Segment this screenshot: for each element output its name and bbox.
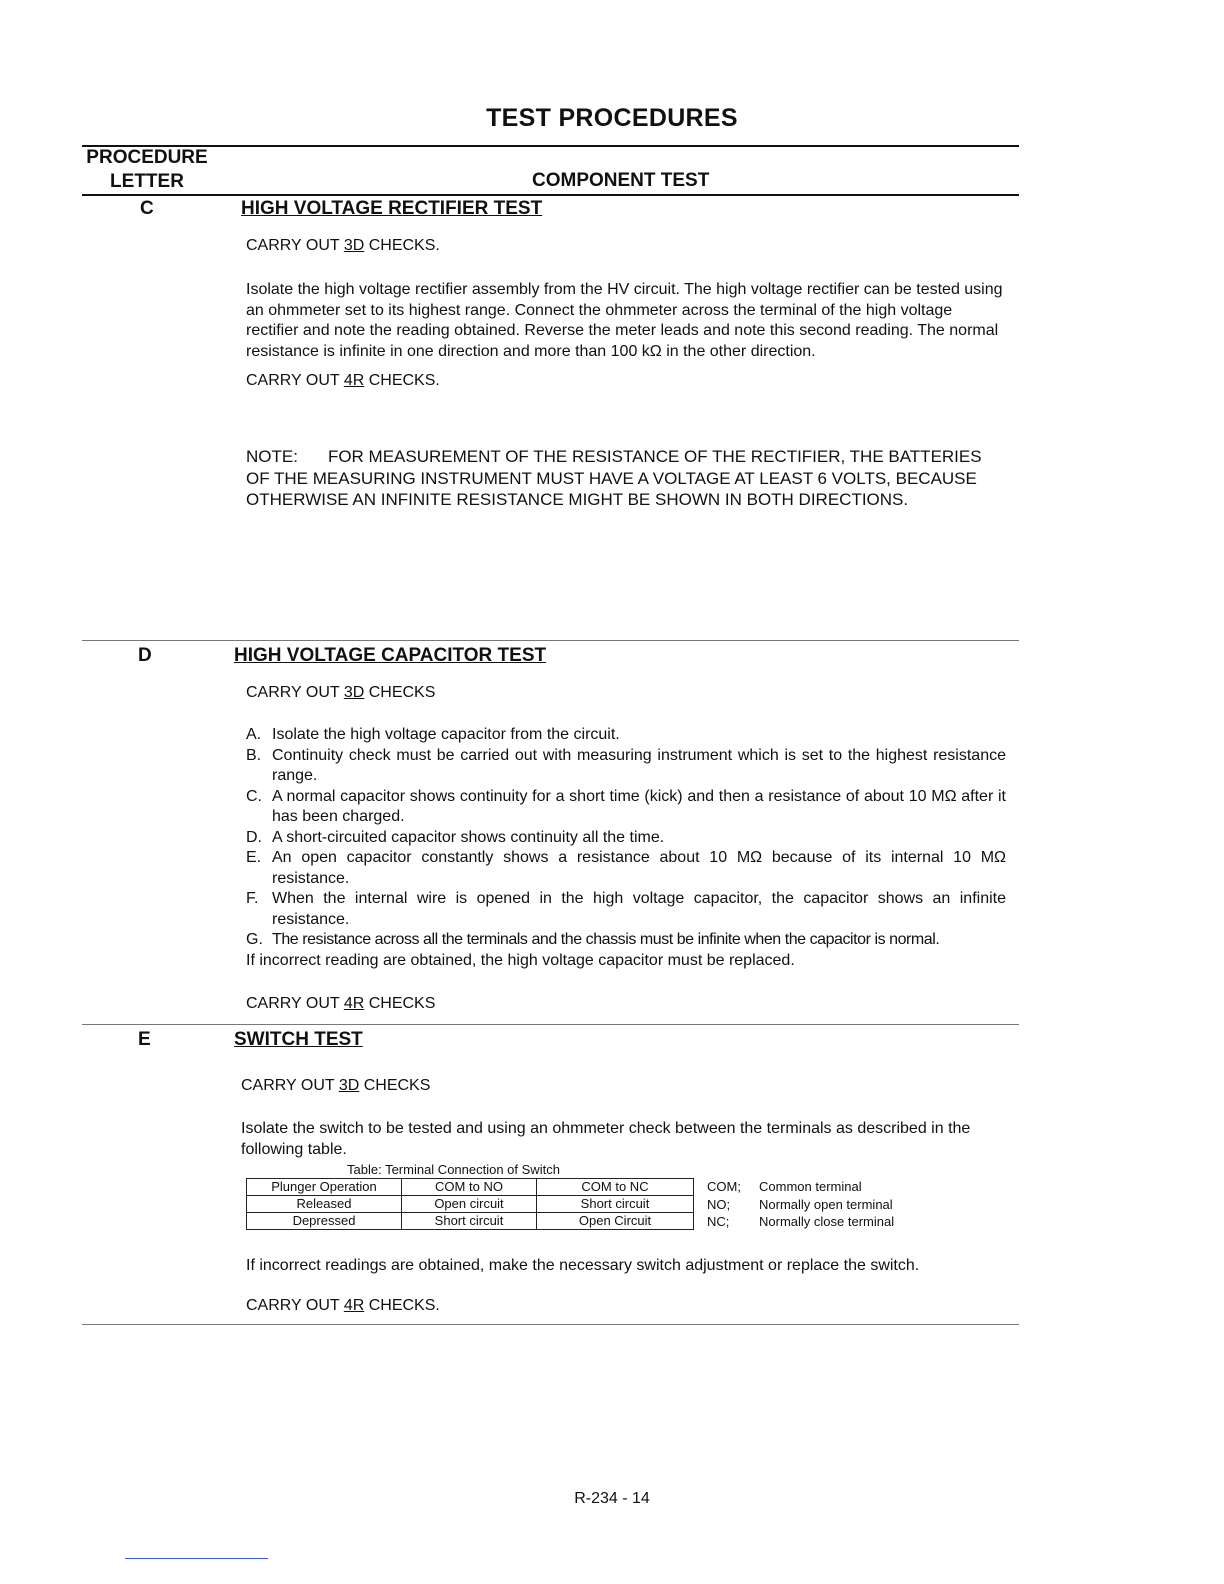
page-title: TEST PROCEDURES [486,104,738,132]
table-cell: Open circuit [402,1196,537,1213]
procedure-header-line1: PROCEDURE [86,147,208,168]
section-c-paragraph: Isolate the high voltage rectifier assembly from the HV circuit. The high voltage rectifier can be tested using an ohmmeter set to its highest range. Connect the ohmmeter across the terminal of the high voltage rectifier and note the reading obtained. Reverse the meter leads and note this second reading. The normal resistance is infinite in one direction and more than 100 kΩ in the other direction. [246,281,1003,360]
list-item: G. The resistance across all the terminals and the chassis must be infinite when the capacitor is normal. [246,931,940,948]
list-item: F. When the internal wire is opened in the high voltage capacitor, the capacitor shows an infinite resistance. [246,890,1006,928]
section-e-carry-out-3d: CARRY OUT 3D CHECKS [241,1077,431,1094]
component-test-header: COMPONENT TEST [532,170,710,191]
table-row [247,1213,694,1230]
list-item: B. Continuity check must be carried out with measuring instrument which is set to the highest resistance range. [246,746,1006,784]
section-e-paragraph: Isolate the switch to be tested and using an ohmmeter check between the terminals as described in the following table. [241,1120,971,1158]
legend-row: COM; Common terminal [707,1179,862,1194]
section-e-letter: E [138,1029,151,1050]
check-4r-ref: 4R [343,372,365,389]
switch-table-caption: Table: Terminal Connection of Switch [347,1162,560,1177]
header-top-rule [82,145,1019,147]
procedure-header-line2: LETTER [110,171,184,192]
header-bottom-rule [82,194,1019,196]
legend-row: NO; Normally open terminal [707,1196,893,1212]
table-cell: Open Circuit [537,1213,694,1230]
list-item: D. A short-circuited capacitor shows continuity all the time. [246,828,665,846]
section-c-title: HIGH VOLTAGE RECTIFIER TEST [241,198,543,219]
table-header-cell: Plunger Operation [247,1179,402,1196]
table-cell: Short circuit [537,1196,694,1213]
note-text: FOR MEASUREMENT OF THE RESISTANCE OF THE RECTIFIER, THE BATTERIES OF THE MEASURING INSTRUMENT MUST HAVE A VOLTAGE AT LEAST 6 VOLTS, BECAUSE OTHERWISE AN INFINITE RESISTANCE MIGHT BE SHOWN IN BOTH DIRECTIONS. [246,447,982,509]
table-row [247,1196,694,1213]
section-c-letter: C [140,198,154,219]
section-d-carry-out-3d: CARRY OUT 3D CHECKS [246,684,436,701]
table-cell: Depressed [247,1213,402,1230]
section-c-carry-out-4r: CARRY OUT 4R CHECKS. [246,372,440,389]
section-d-list [246,725,1006,971]
switch-table [246,1178,694,1230]
page-number: R-234 - 14 [574,1490,650,1507]
section-d-carry-out-4r: CARRY OUT 4R CHECKS [246,995,436,1012]
section-c-note [246,446,1006,511]
procedure-letter-header [82,146,212,194]
section-d-letter: D [138,645,152,666]
list-item: A. Isolate the high voltage capacitor from the circuit. [246,726,620,743]
legend-row: NC; Normally close terminal [707,1214,895,1229]
section-e-closing: If incorrect readings are obtained, make the necessary switch adjustment or replace the switch. [246,1257,920,1274]
check-4r-ref: 4R [343,1297,365,1314]
list-item: E. An open capacitor constantly shows a resistance about 10 MΩ because of its internal 10 MΩ resistance. [246,849,1006,887]
table-cell: Released [247,1196,402,1213]
list-item: C. A normal capacitor shows continuity for a short time (kick) and then a resistance of about 10 MΩ after it has been charged. [246,787,1006,825]
section-e-bottom-rule [82,1324,1019,1325]
section-e-carry-out-4r: CARRY OUT 4R CHECKS. [246,1297,440,1314]
check-3d-ref: 3D [343,237,365,254]
switch-legend [707,1178,894,1231]
table-header-cell: COM to NO [402,1179,537,1196]
section-c-carry-out-3d: CARRY OUT 3D CHECKS. [246,237,440,254]
check-3d-ref: 3D [343,684,365,701]
section-e-top-rule [82,1024,1019,1025]
section-d-closing: If incorrect reading are obtained, the high voltage capacitor must be replaced. [246,951,795,969]
section-e-title: SWITCH TEST [234,1029,363,1050]
section-d-title: HIGH VOLTAGE CAPACITOR TEST [234,645,547,666]
section-d-top-rule [82,640,1019,641]
check-3d-ref: 3D [338,1077,360,1094]
check-4r-ref: 4R [343,995,365,1012]
table-cell: Short circuit [402,1213,537,1230]
bottom-accent-line [125,1558,268,1559]
table-header-row [247,1179,694,1196]
table-header-cell: COM to NC [537,1179,694,1196]
note-label: NOTE: [246,447,298,466]
